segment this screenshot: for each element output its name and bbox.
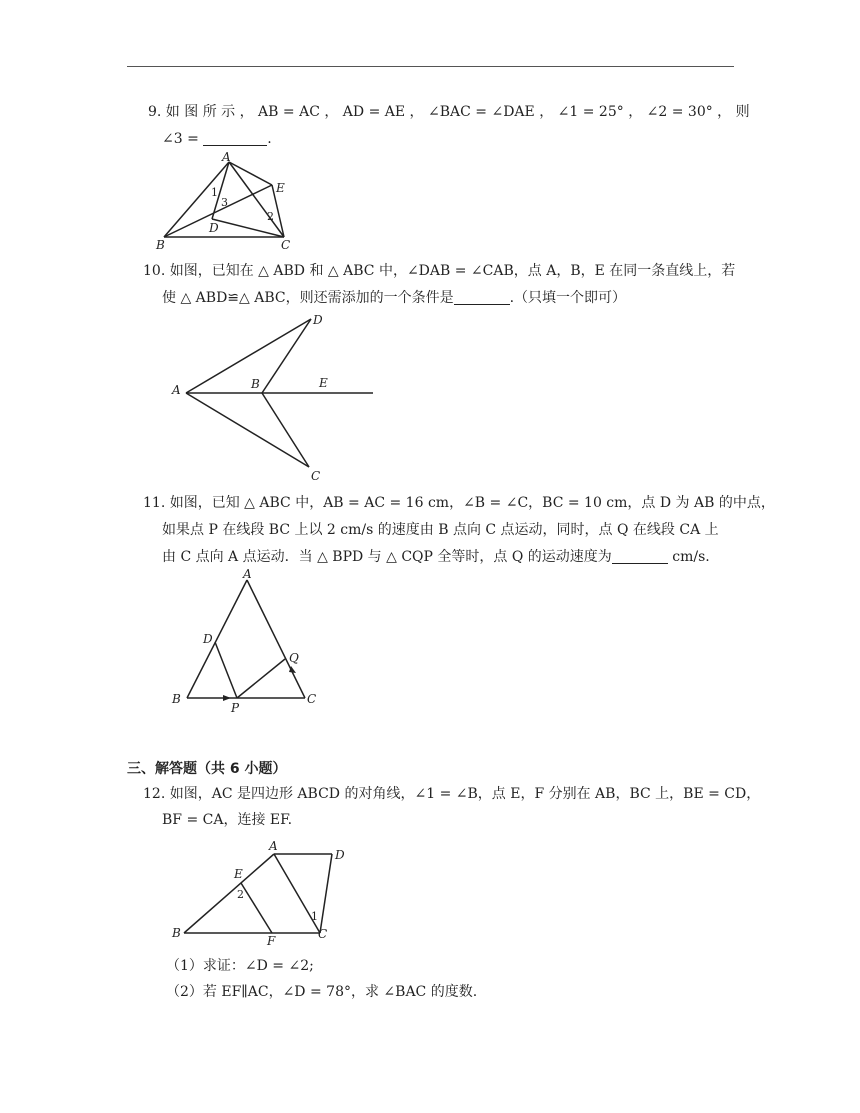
q10-label-a: A: [172, 383, 181, 397]
q9-answer-blank[interactable]: [203, 131, 267, 146]
q12-figure: [168, 838, 358, 948]
q12-label-d: D: [335, 848, 345, 862]
q12-subquestion-1: （1）求证：∠D = ∠2;: [166, 958, 314, 974]
q10-figure: [168, 308, 383, 486]
q10-suffix: .（只填一个即可）: [509, 290, 627, 306]
q12-label-f: F: [267, 934, 276, 948]
q12-text-line2: BF = CA，连接 EF.: [162, 812, 293, 828]
q11-suffix: cm/s.: [672, 549, 710, 565]
q12-angle-1: 1: [311, 910, 318, 923]
q12-label-a: A: [269, 839, 278, 853]
q11-text-line3: [162, 548, 710, 566]
q12-angle-2: 2: [237, 888, 244, 901]
q11-answer-blank[interactable]: [612, 549, 668, 564]
q11-label-c: C: [307, 692, 317, 706]
q9-angle-1: 1: [211, 186, 218, 199]
q9-angle-3: 3: [221, 196, 228, 209]
q11-label-q: Q: [289, 651, 299, 665]
q11-label-d: D: [203, 632, 213, 646]
q12-label-c: C: [318, 927, 328, 941]
q9-figure: [155, 148, 305, 253]
q11-prefix: 由 C 点向 A 点运动．当 △ BPD 与 △ CQP 全等时，点 Q 的运动速度为: [162, 549, 612, 565]
q9-text-line1: 9. 如 图 所 示 ， AB = AC ， AD = AE ， ∠BAC = ∠DAE ， ∠1 = 25° ， ∠2 = 30° ， 则: [148, 104, 750, 120]
q9-angle-2: 2: [267, 210, 274, 223]
q11-arrow-bp: [223, 695, 231, 701]
q9-label-b: B: [156, 238, 165, 252]
q10-label-c: C: [311, 469, 321, 483]
q11-text-line1: 11. 如图，已知 △ ABC 中，AB = AC = 16 cm，∠B = ∠C，BC = 10 cm，点 D 为 AB 的中点，: [143, 495, 775, 511]
q10-label-d: D: [313, 313, 323, 327]
q10-answer-blank[interactable]: [454, 290, 510, 305]
q9-label-e: E: [276, 181, 285, 195]
q9-suffix: .: [267, 131, 272, 147]
q9-label-c: C: [281, 238, 291, 252]
q12-label-b: B: [172, 926, 181, 940]
q10-label-b: B: [251, 377, 260, 391]
q9-prefix: ∠3 =: [162, 131, 199, 147]
q10-text-line1: 10. 如图，已知在 △ ABD 和 △ ABC 中，∠DAB = ∠CAB，点 A，B，E 在同一条直线上，若: [143, 263, 736, 279]
q11-label-p: P: [231, 701, 240, 715]
q9-label-a: A: [222, 150, 231, 164]
q12-label-e: E: [234, 867, 243, 881]
q12-text-line1: 12. 如图，AC 是四边形 ABCD 的对角线，∠1 = ∠B，点 E，F 分别在 AB，BC 上，BE = CD，: [143, 786, 761, 802]
q9-text-line2: [162, 130, 272, 148]
q12-subquestion-2: （2）若 EF∥AC，∠D = 78°，求 ∠BAC 的度数.: [166, 984, 478, 1000]
q9-label-d: D: [209, 221, 219, 235]
q10-label-e: E: [319, 376, 328, 390]
section-heading: 三、解答题（共 6 小题）: [127, 761, 287, 777]
q11-figure: [165, 566, 325, 716]
header-rule: [127, 66, 734, 67]
q11-label-a: A: [243, 567, 252, 581]
q11-text-line2: 如果点 P 在线段 BC 上以 2 cm/s 的速度由 B 点向 C 点运动，同时，点 Q 在线段 CA 上: [162, 522, 719, 538]
q10-prefix: 使 △ ABD≌△ ABC，则还需添加的一个条件是: [162, 290, 454, 306]
q10-text-line2: [162, 289, 626, 307]
q11-label-b: B: [172, 692, 181, 706]
